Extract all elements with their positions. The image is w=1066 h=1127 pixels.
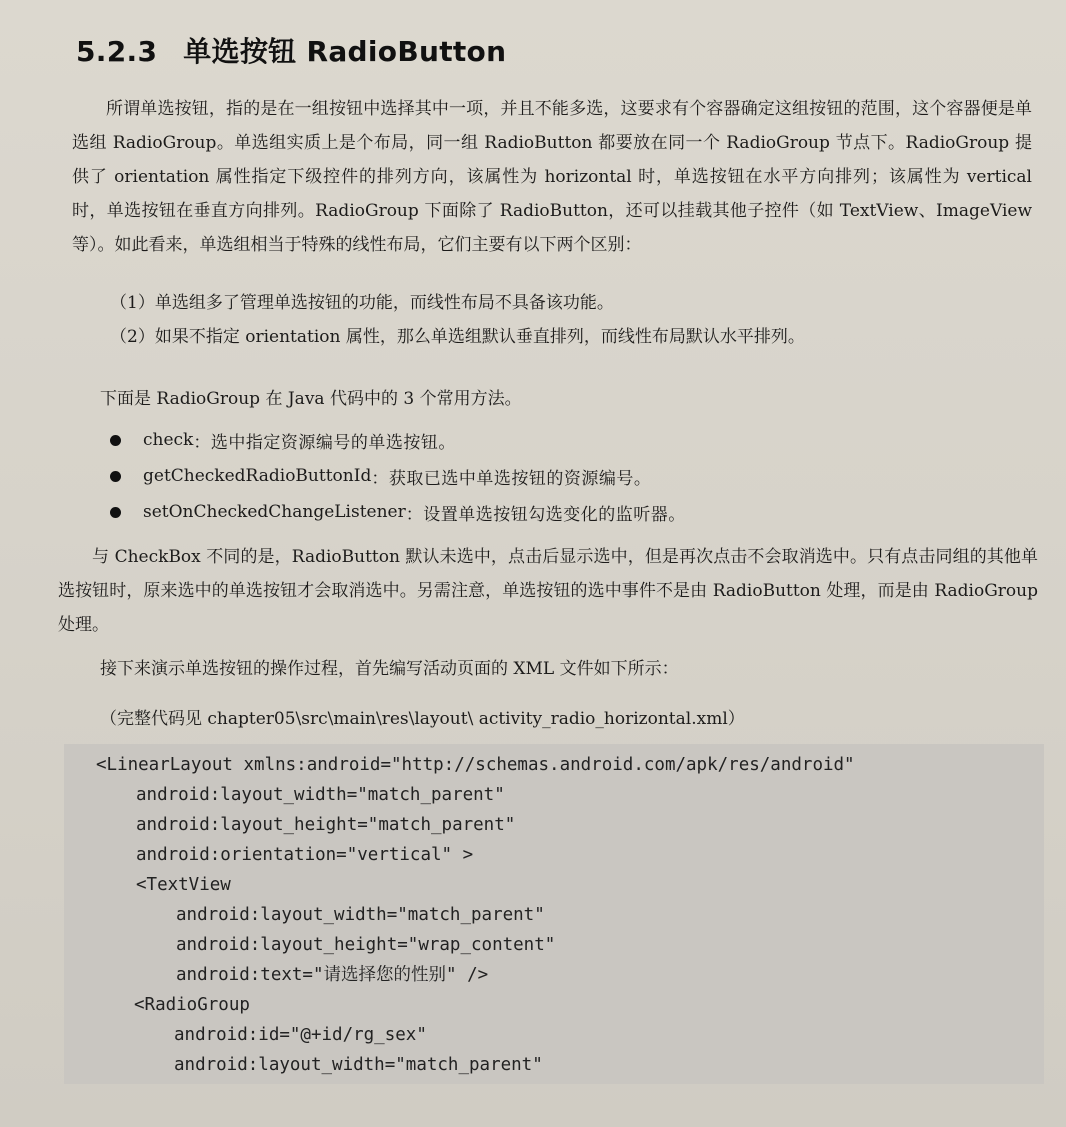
method-desc: ：获取已选中单选按钮的资源编号。 [371, 468, 652, 489]
code-line: android:text="请选择您的性别" /> [176, 965, 489, 985]
code-line: android:layout_height="wrap_content" [176, 935, 556, 955]
checkbox-note-paragraph [58, 540, 1038, 642]
section-heading [76, 30, 1036, 70]
methods-list [110, 422, 1030, 530]
demo-intro: 接下来演示单选按钮的操作过程，首先编写活动页面的 XML 文件如下所示： [100, 659, 679, 679]
section-title: 单选按钮 RadioButton [183, 35, 507, 68]
bullet-icon [110, 471, 121, 482]
difference-item: （2）如果不指定 orientation 属性，那么单选组默认垂直排列，而线性布局默认水平排列。 [110, 327, 805, 347]
code-reference: （完整代码见 chapter05\src\main\res\layout\ activity_radio_horizontal.xml） [100, 709, 745, 729]
code-line: <LinearLayout xmlns:android="http://schemas.android.com/apk/res/android" [96, 755, 855, 775]
code-line: android:orientation="vertical" > [136, 845, 474, 865]
code-line: android:layout_height="match_parent" [136, 815, 516, 835]
difference-item: （1）单选组多了管理单选按钮的功能，而线性布局不具备该功能。 [110, 293, 614, 313]
differences-list [110, 286, 1030, 354]
section-number: 5.2.3 [76, 35, 158, 68]
code-line: <RadioGroup [134, 995, 250, 1015]
list-item [110, 458, 1030, 494]
code-line: android:layout_width="match_parent" [136, 785, 505, 805]
intro-paragraph [72, 92, 1032, 262]
code-line: android:layout_width="match_parent" [176, 905, 545, 925]
code-line: android:layout_width="match_parent" [174, 1055, 543, 1075]
method-name: check [143, 430, 194, 450]
methods-intro: 下面是 RadioGroup 在 Java 代码中的 3 个常用方法。 [100, 389, 522, 409]
intro-text: 所谓单选按钮，指的是在一组按钮中选择其中一项，并且不能多选，这要求有个容器确定这组按钮的范围，这个容器便是单选组 RadioGroup。单选组实质上是个布局，同一组 RadioButton 都要放在同一个 RadioGroup 节点下。RadioGroup 提供了 orientation 属性指定下级控件的排列方向，该属性为 horizontal 时，单选按钮在水平方向排列；该属性为 vertical 时，单选按钮在垂直方向排列。RadioGroup 下面除了 RadioButton，还可以挂载其他子控件（如 TextView、ImageView 等）。如此看来，单选组相当于特殊的线性布局，它们主要有以下两个区别： [72, 99, 1032, 255]
code-block [64, 744, 1044, 1084]
checkbox-note-text: 与 CheckBox 不同的是，RadioButton 默认未选中，点击后显示选中，但是再次点击不会取消选中。只有点击同组的其他单选按钮时，原来选中的单选按钮才会取消选中。另需注意，单选按钮的选中事件不是由 RadioButton 处理，而是由 RadioGroup 处理。 [58, 547, 1038, 635]
bullet-icon [110, 507, 121, 518]
method-desc: ：设置单选按钮勾选变化的监听器。 [405, 504, 686, 525]
code-line: android:id="@+id/rg_sex" [174, 1025, 427, 1045]
method-name: setOnCheckedChangeListener [143, 502, 406, 522]
code-line: <TextView [136, 875, 231, 895]
method-desc: ：选中指定资源编号的单选按钮。 [193, 432, 456, 453]
list-item [110, 422, 1030, 458]
method-name: getCheckedRadioButtonId [143, 466, 372, 486]
list-item [110, 494, 1030, 530]
bullet-icon [110, 435, 121, 446]
